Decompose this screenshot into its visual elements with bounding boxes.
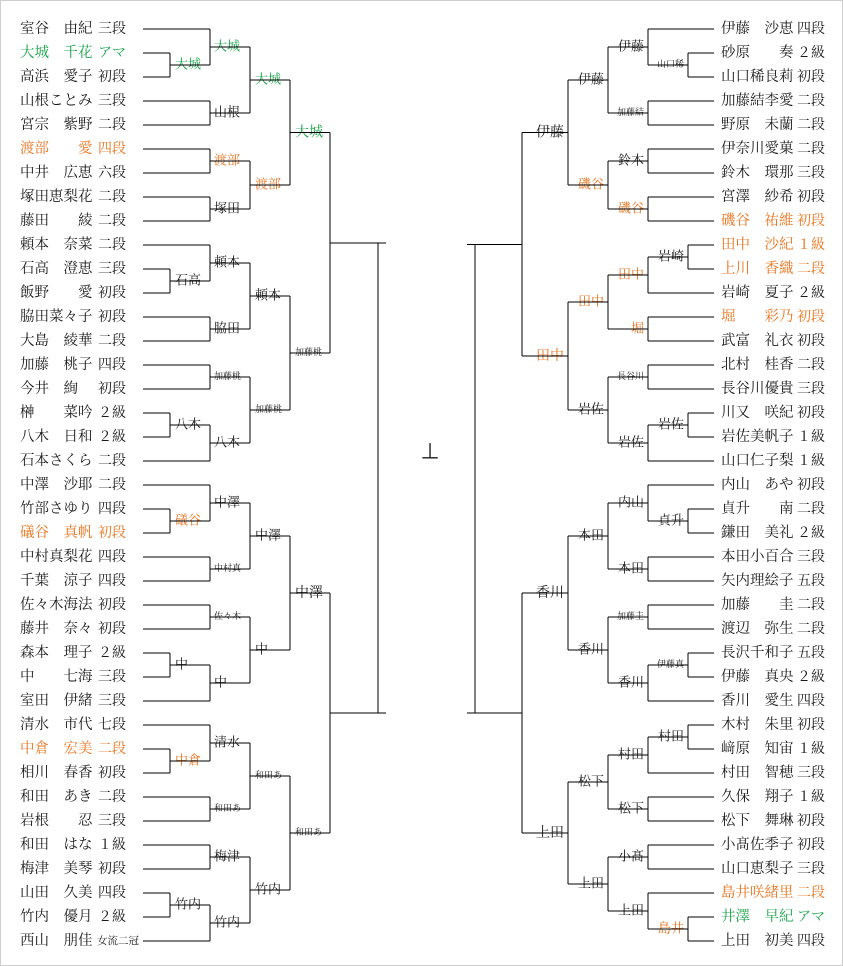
match-winner: 大城	[214, 39, 241, 55]
match-winner: 石高	[175, 273, 202, 289]
player-name: 田中 沙紀	[721, 237, 794, 253]
player-name: 堀 彩乃	[721, 309, 794, 325]
player-rank: 四段	[98, 141, 126, 157]
player-rank: 七段	[98, 717, 126, 733]
player-rank: １級	[797, 453, 825, 469]
player-name: 久保 翔子	[721, 789, 794, 805]
player-rank: 初段	[797, 309, 825, 325]
player-name: 本田小百合	[721, 549, 794, 565]
player-name: 川又 咲紀	[721, 405, 794, 421]
match-winner: 加藤桃	[255, 405, 283, 415]
match-winner: 本田	[577, 528, 604, 544]
player-name: 和田 あき	[20, 789, 93, 805]
player-name: 室田 伊緒	[20, 693, 93, 709]
player-rank: 二段	[98, 789, 126, 805]
match-winner: 伊藤真	[656, 660, 684, 670]
player-name: 山根ことみ	[20, 93, 93, 109]
player-rank: 二段	[797, 501, 825, 517]
player-name: 中 七海	[20, 669, 93, 685]
player-rank: 三段	[98, 261, 126, 277]
player-rank: 初段	[98, 861, 126, 877]
match-winner: 上田	[577, 876, 604, 892]
player-name: 森本 理子	[20, 645, 93, 661]
player-name: 宮澤 紗希	[721, 189, 794, 205]
match-winner: 清水	[214, 735, 241, 751]
player-name: 相川 春香	[20, 765, 93, 781]
match-winner: 貞升	[657, 513, 684, 529]
player-name: 加藤 桃子	[20, 357, 93, 373]
player-name: 磯谷 祐維	[721, 213, 794, 229]
player-rank: 初段	[98, 285, 126, 301]
player-rank: 三段	[98, 669, 126, 685]
match-winner: 松下	[617, 801, 644, 817]
player-name: 上田 初美	[721, 933, 794, 949]
player-name: 野原 未蘭	[721, 117, 794, 133]
player-rank: 三段	[797, 765, 825, 781]
match-winner: 伊藤	[536, 124, 564, 141]
player-rank: 四段	[797, 693, 825, 709]
match-winner: 田中	[536, 348, 564, 364]
match-winner: 中澤	[295, 585, 323, 601]
player-name: 竹部さゆり	[20, 501, 93, 517]
player-rank: 二段	[797, 621, 825, 637]
match-winner: 伊藤	[617, 39, 644, 55]
player-name: 松下 舞琳	[721, 813, 794, 829]
match-winner: 島井	[657, 921, 684, 937]
match-winner: 中澤	[214, 495, 241, 511]
player-rank: 初段	[98, 765, 126, 781]
player-rank: 三段	[98, 693, 126, 709]
player-rank: アマ	[98, 45, 126, 61]
match-winner: 和田あ	[295, 828, 323, 838]
player-name: 岩崎 夏子	[721, 285, 794, 301]
player-rank: 二段	[98, 237, 126, 253]
match-winner: 本田	[617, 561, 644, 577]
match-winner: 田中	[577, 294, 604, 310]
player-name: 北村 桂香	[721, 357, 794, 373]
player-rank: 初段	[98, 309, 126, 325]
match-winner: 竹内	[255, 882, 282, 898]
player-rank: １級	[797, 789, 825, 805]
match-winner: 岩佐	[657, 417, 684, 433]
player-name: 佐々木海法	[20, 597, 93, 613]
player-name: 清水 市代	[20, 717, 93, 733]
player-name: 和田 はな	[20, 837, 93, 853]
match-winner: 岩佐	[617, 435, 644, 451]
player-rank: アマ	[797, 909, 825, 925]
match-winner: 中澤	[255, 528, 282, 544]
player-rank: 二段	[98, 213, 126, 229]
player-rank: 三段	[797, 861, 825, 877]
player-name: 石高 澄恵	[20, 261, 93, 277]
match-winner: 加藤桃	[214, 372, 242, 382]
match-winner: 大城	[175, 57, 202, 73]
player-rank: 女流二冠	[97, 935, 139, 947]
player-name: 木村 朱里	[721, 717, 794, 733]
player-name: 山口恵梨子	[721, 861, 794, 877]
player-name: 室谷 由紀	[20, 21, 93, 37]
player-name: 伊奈川愛菓	[721, 141, 794, 157]
player-rank: 五段	[797, 573, 825, 589]
player-name: 山口稀良莉	[721, 69, 794, 85]
player-rank: 二段	[98, 189, 126, 205]
player-name: 島井咲緒里	[721, 885, 794, 901]
match-winner: 脇田	[214, 321, 241, 337]
match-winner: 竹内	[175, 897, 202, 913]
player-rank: 初段	[797, 405, 825, 421]
match-winner: 大城	[255, 72, 282, 88]
player-rank: 二段	[797, 141, 825, 157]
player-rank: 初段	[98, 525, 126, 541]
match-winner: 山根	[214, 105, 241, 121]
player-name: 香川 愛生	[721, 693, 794, 709]
player-name: 飯野 愛	[20, 285, 93, 301]
player-name: 西山 朋佳	[20, 933, 93, 949]
player-name: 八木 日和	[20, 429, 93, 445]
player-name: 村田 智穂	[721, 765, 794, 781]
player-rank: 二段	[98, 477, 126, 493]
player-name: 加藤 圭	[721, 597, 794, 613]
player-rank: 初段	[797, 333, 825, 349]
player-name: 井澤 早紀	[721, 909, 794, 925]
match-winner: 礒谷	[175, 513, 202, 529]
player-rank: ２級	[797, 669, 825, 685]
player-name: 千葉 涼子	[20, 573, 93, 589]
player-rank: 初段	[797, 477, 825, 493]
player-name: 今井 絢	[20, 381, 78, 397]
player-rank: 初段	[98, 597, 126, 613]
player-rank: 初段	[797, 837, 825, 853]
match-winner: 松下	[577, 774, 604, 790]
player-rank: 二段	[797, 597, 825, 613]
player-name: 岩佐美帆子	[721, 429, 794, 445]
player-rank: 初段	[797, 69, 825, 85]
player-name: 山田 久美	[20, 885, 93, 901]
player-name: 塚田恵梨花	[20, 189, 93, 205]
match-winner: 加藤桃	[295, 348, 323, 358]
match-winner: 村田	[617, 747, 644, 763]
player-rank: 三段	[797, 381, 825, 397]
player-rank: 三段	[797, 549, 825, 565]
player-name: 伊藤 沙恵	[721, 21, 794, 37]
player-name: 渡辺 弥生	[721, 621, 794, 637]
player-rank: 三段	[797, 165, 825, 181]
player-rank: 初段	[98, 69, 126, 85]
player-name: 鈴木 環那	[721, 165, 794, 181]
match-winner: 頼本	[255, 288, 282, 304]
player-rank: 二段	[797, 93, 825, 109]
player-rank: 三段	[98, 21, 126, 37]
match-winner: 中倉	[175, 753, 202, 769]
match-winner: 中	[214, 675, 228, 691]
match-winner: 香川	[536, 585, 564, 601]
player-name: 長沢千和子	[721, 645, 794, 661]
player-name: 武富 礼衣	[721, 333, 794, 349]
match-winner: 上田	[617, 903, 644, 919]
match-winner: 和田あ	[255, 771, 283, 781]
player-name: 中倉 宏美	[20, 741, 93, 757]
match-winner: 村田	[657, 729, 684, 745]
player-name: 高浜 愛子	[20, 69, 93, 85]
player-rank: 二段	[797, 117, 825, 133]
player-rank: １級	[797, 741, 825, 757]
match-winner: 和田あ	[214, 804, 242, 814]
match-winner: 香川	[577, 642, 604, 658]
player-name: 頼本 奈菜	[20, 237, 93, 253]
player-name: 山口仁子梨	[721, 453, 794, 469]
player-name: 上川 香織	[721, 261, 794, 277]
player-name: 梅津 美琴	[20, 861, 93, 877]
player-rank: ２級	[98, 909, 126, 925]
match-winner: 渡部	[214, 153, 241, 169]
player-name: 大島 綾華	[20, 333, 93, 349]
match-winner: 磯谷	[617, 201, 644, 217]
player-rank: ２級	[98, 645, 126, 661]
player-rank: 二段	[98, 117, 126, 133]
player-name: 大城 千花	[20, 45, 93, 61]
player-rank: ２級	[98, 429, 126, 445]
player-name: 石本さくら	[20, 453, 93, 469]
player-name: 鎌田 美礼	[721, 525, 794, 541]
player-name: 藤田 綾	[20, 213, 93, 229]
player-name: 藤井 奈々	[20, 621, 93, 637]
player-name: 竹内 優月	[20, 909, 93, 925]
match-winner: 大城	[295, 124, 323, 141]
player-rank: 六段	[98, 165, 126, 181]
match-winner: 中村真	[214, 564, 242, 574]
player-rank: １級	[98, 837, 126, 853]
player-name: 砂原 奏	[721, 45, 794, 61]
player-rank: ２級	[797, 285, 825, 301]
match-winner: 山口稀	[656, 60, 684, 70]
player-rank: １級	[797, 237, 825, 253]
match-winner: 渡部	[255, 177, 282, 193]
player-name: 﨑原 知宙	[721, 741, 794, 757]
match-winner: 内山	[617, 495, 644, 511]
player-name: 長谷川優貴	[721, 381, 794, 397]
player-rank: 五段	[797, 645, 825, 661]
match-winner: 田中	[617, 267, 644, 283]
player-rank: 初段	[797, 717, 825, 733]
match-winner: 伊藤	[577, 72, 604, 88]
player-name: 中澤 沙耶	[20, 477, 93, 493]
player-rank: １級	[797, 429, 825, 445]
player-rank: 四段	[797, 21, 825, 37]
player-name: 宮宗 紫野	[20, 117, 93, 133]
player-rank: 初段	[98, 381, 126, 397]
match-winner: 堀	[630, 321, 644, 337]
match-winner: 上田	[536, 825, 564, 841]
player-rank: 二段	[797, 357, 825, 373]
player-rank: ２級	[797, 525, 825, 541]
player-name: 脇田菜々子	[20, 309, 93, 325]
player-name: 貞升 南	[721, 501, 794, 517]
match-winner: 竹内	[214, 915, 241, 931]
player-rank: ２級	[98, 405, 126, 421]
player-name: 礒谷 真帆	[20, 525, 93, 541]
player-name: 内山 あや	[721, 477, 794, 493]
match-winner: 梅津	[214, 849, 241, 865]
match-winner: 長谷川	[616, 372, 644, 382]
player-rank: 二段	[98, 453, 126, 469]
match-winner: 鈴木	[617, 153, 644, 169]
match-winner: 磯谷	[577, 177, 604, 193]
match-winner: 八木	[214, 435, 241, 451]
match-winner: 頼本	[214, 255, 241, 271]
player-name: 小髙佐季子	[721, 837, 794, 853]
player-rank: 初段	[797, 189, 825, 205]
player-rank: 初段	[797, 813, 825, 829]
player-name: 矢内理絵子	[721, 573, 794, 589]
match-winner: 加藤圭	[616, 612, 644, 622]
match-winner: 中	[175, 657, 189, 673]
player-name: 伊藤 真央	[721, 669, 794, 685]
player-rank: 二段	[98, 741, 126, 757]
player-name: 中井 広恵	[20, 165, 93, 181]
player-rank: 二段	[98, 333, 126, 349]
player-rank: 初段	[797, 213, 825, 229]
player-name: 加藤結李愛	[721, 93, 794, 109]
player-rank: 四段	[98, 573, 126, 589]
match-winner: 佐々木	[214, 612, 242, 622]
player-rank: 四段	[98, 501, 126, 517]
player-rank: 四段	[797, 933, 825, 949]
match-winner: 加藤結	[616, 108, 644, 118]
match-winner: 岩佐	[577, 402, 604, 418]
player-rank: 三段	[98, 93, 126, 109]
player-rank: 四段	[98, 549, 126, 565]
final-match-symbol: ⊥	[420, 439, 440, 465]
player-rank: ２級	[797, 45, 825, 61]
player-rank: 三段	[98, 813, 126, 829]
player-name: 榊 菜吟	[20, 405, 93, 421]
player-name: 中村真梨花	[20, 549, 93, 565]
match-winner: 八木	[175, 417, 202, 433]
player-name: 岩根 忍	[20, 813, 93, 829]
player-rank: 二段	[797, 885, 825, 901]
player-rank: 初段	[98, 621, 126, 637]
match-winner: 香川	[617, 675, 644, 691]
match-winner: 塚田	[214, 201, 241, 217]
player-rank: 四段	[98, 357, 126, 373]
player-name: 渡部 愛	[20, 141, 93, 157]
match-winner: 小髙	[617, 849, 644, 865]
player-rank: 二段	[797, 261, 825, 277]
match-winner: 中	[255, 642, 269, 658]
player-rank: 四段	[98, 885, 126, 901]
match-winner: 岩崎	[657, 249, 684, 265]
